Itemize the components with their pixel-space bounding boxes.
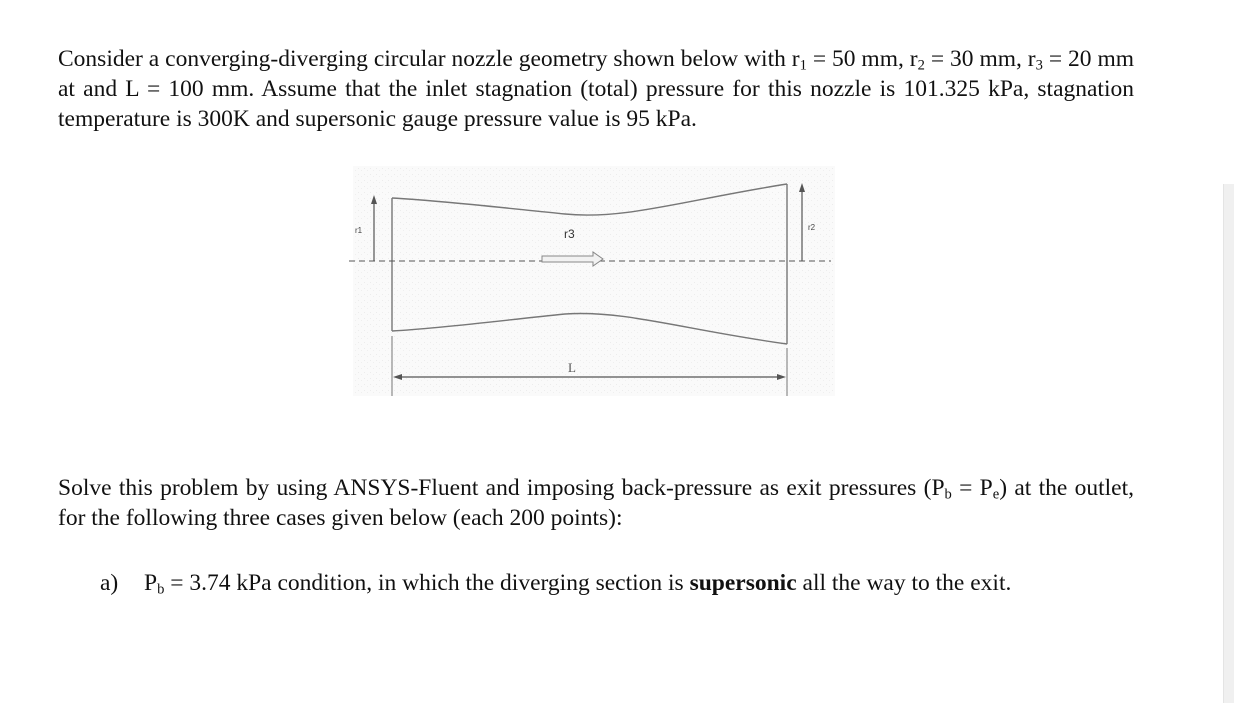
instructions-paragraph: Solve this problem by using ANSYS-Fluent and imposing back-pressure as exit pressures $(P_b = P_e)$ at the outlet, for the following three cases given below (each 200 points): — [58, 475, 1135, 531]
case-a-item: a) $P_b = 3.74$ kPa condition, in which the diverging section is supersonic all the way to the exit. — [100, 570, 1012, 598]
nozzle-diagram — [345, 160, 835, 400]
vertical-scrollbar[interactable] — [1223, 184, 1234, 703]
problem-statement: Consider a converging-diverging circular nozzle geometry shown below with $r_1 = 50$ mm, $r_2 = 30$ mm, $r_3 = 20$ mm at and L = 100 mm. Assume that the inlet stagnation (total) pressure for this nozzle is 101.325 kPa, stagnation temperature is 300K and supersonic gauge pressure value is 95 kPa. — [58, 46, 1135, 132]
L-label: L — [568, 360, 576, 375]
supersonic-emphasis: supersonic — [689, 570, 797, 596]
r2-label: r2 — [808, 223, 816, 232]
r3-label: r3 — [564, 227, 575, 241]
case-a-marker: a) — [100, 570, 119, 596]
r1-label: r1 — [355, 226, 363, 235]
